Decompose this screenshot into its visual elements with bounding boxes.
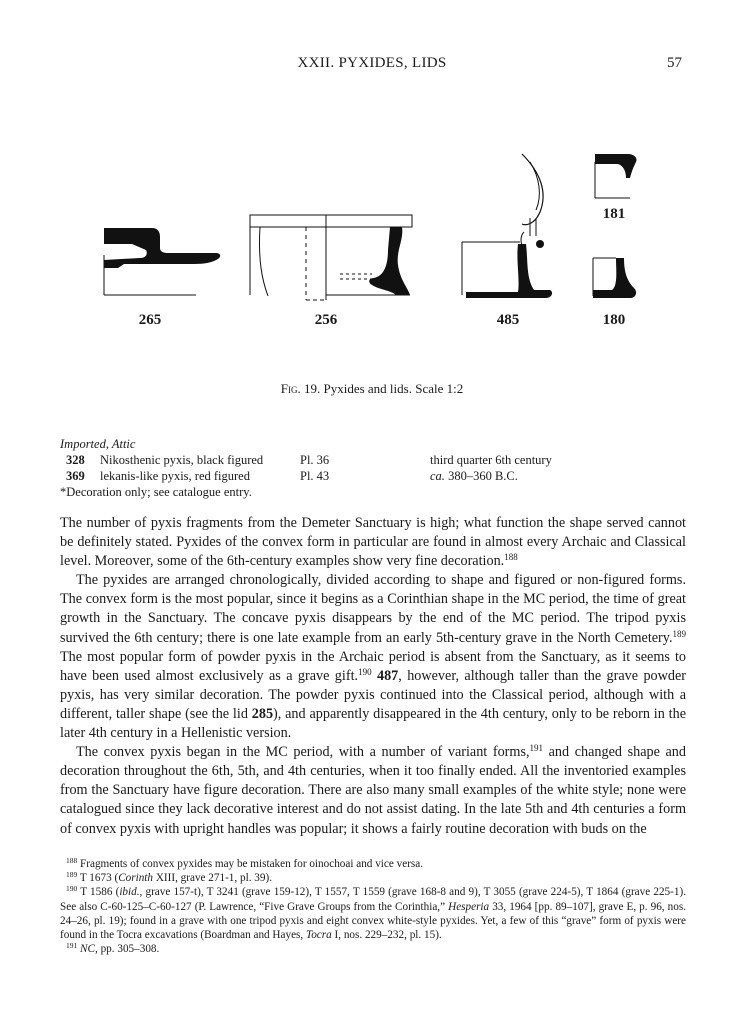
paragraph-text: , however, although taller than the grave powder pyxis, has very similar decoration. The powder pyxis continued into the Classical period, although with a different, taller shape (see the lid [60,667,687,722]
footnote-text: Fragments of convex pyxides may be mistaken for oinochoai and vice versa. [80,858,424,870]
profile-drawing-180 [593,258,636,298]
footnote-text: T 1673 ( [79,872,119,885]
figure-label-181: 181 [602,206,626,222]
paragraph-text: The pyxides are arranged chronologically, divided according to shape and figured or non-figured forms. The convex form is the most popular, since it begins as a Corinthian shape in the MC period, the time of great growth in the Sanctuary. The concave pyxis disappears by the end of the MC period. The tripod pyxis survived the 6th century; there is one late example from an early 5th-century grave in the North Cemetery. [60,572,686,646]
footnote-italic: Tocra [306,929,332,942]
footnote-ref: 188 [504,552,518,563]
paragraph-text: The number of pyxis fragments from the Demeter Sanctuary is high; what function the shape served cannot be definitely stated. Pyxides of the convex form in particular are found in almost every Archaic and Classical level. Moreover, some of the 6th-century examples show very fine decoration. [60,515,686,570]
footnote-text: I, nos. 229–232, pl. 15). [331,929,442,942]
footnote-italic: Corinth [118,872,154,885]
footnote-text: 33, 1964 [pp. 89–107], grave E, p. 96, nos. 24–26, pl. 19); found in a grave with one tripod pyxis and eight convex white-style pyxides. Yet, a few of this “grave” form of pyxis were found in the Tocra excavations (Boardman and Hayes, [60,900,686,942]
figure-caption-prefix: Fig. [280,381,301,396]
footnote-italic: ibid., [119,886,143,899]
table-row [60,452,700,468]
figure-label-180: 180 [602,312,626,328]
profile-drawing-181 [595,154,637,198]
figure-label-256: 256 [314,312,338,328]
footnote-ref: 189 [672,628,686,639]
footnote-190 [60,885,686,942]
running-header-title: XXII. PYXIDES, LIDS [297,55,447,71]
row-description: Nikosthenic pyxis, black figured [100,453,264,467]
footnote-text: pp. 305–308. [97,943,160,956]
body-text [60,514,686,839]
paragraph-3 [60,743,686,838]
footnote-number: 188 [66,856,78,865]
plate-reference: Pl. 36 [300,453,330,467]
footnote-number: 190 [66,884,78,894]
footnote-text: T 1586 ( [80,886,120,899]
paragraph-2 [60,571,686,743]
table-row [60,468,700,484]
date-range: third quarter 6th century [430,453,552,467]
catalogue-ref: 487 [376,667,399,684]
footnotes [60,857,686,956]
profile-drawing-256 [250,215,412,300]
page-number: 57 [667,55,682,71]
footnote-ref: 191 [529,743,544,754]
imported-attic-table [60,436,700,500]
footnote-number: 189 [66,870,78,880]
footnote-text: grave 157-t), T 3241 (grave 159-12), T 1557, T 1559 (grave 168-8 and 9), T 3055 (grave 224-5), T 1864 (grave 225-1). See also C-60-125–C-60-127 (P. Lawrence, “Five Grave Groups from the Corinthia,” [60,886,686,913]
catalogue-number: 328 [66,453,85,467]
table-heading: Imported, Attic [60,437,136,451]
figure-caption-text: 19. Pyxides and lids. Scale 1:2 [303,381,464,396]
profile-drawing-265 [104,228,220,295]
table-note: *Decoration only; see catalogue entry. [60,485,252,499]
catalogue-ref: 285 [251,705,274,722]
footnote-188 [60,857,686,871]
paragraph-1 [60,514,686,571]
footnote-ref: 190 [358,666,372,677]
footnote-191 [60,942,686,956]
paragraph-text: The most popular form of powder pyxis in the Archaic period is absent from the Sanctuary, as it seems to have been used almost exclusively as a grave gift. [60,648,686,684]
profile-drawing-485 [462,154,552,298]
catalogue-number: 369 [66,469,85,483]
plate-reference: Pl. 43 [300,469,330,483]
footnote-number: 191 [66,941,78,951]
row-description: lekanis-like pyxis, red figured [100,469,250,483]
figure-label-265: 265 [138,312,162,328]
pyxides-lids-figure [0,140,744,310]
date-range [430,468,518,484]
footnote-italic: Hesperia [448,900,490,913]
paragraph-text: and changed shape and decoration throughout the 6th, 5th, and 4th centuries, when it too finally ended. All the inventoried examples from the Sanctuary have figure decoration. There are also many small examples of the white style; none were catalogued since they lack decorative interest and do not assist dating. In the late 5th and 4th centuries a form of convex pyxis with upright handles was popular; it shows a fairly routine decoration with buds on the [60,744,686,837]
figure-caption [0,381,744,397]
footnote-text: XIII, grave 271-1, pl. 39). [153,872,273,885]
footnote-189 [60,871,686,885]
footnote-italic: NC, [80,943,98,956]
paragraph-text: The convex pyxis began in the MC period, with a number of variant forms, [76,744,530,761]
paragraph-text: ), and apparently disappeared in the 4th century, only to be reborn in the later 4th century in a Hellenistic version. [60,705,686,742]
date-prefix: ca. [430,469,445,483]
figure-label-485: 485 [496,312,520,328]
date-value: 380–360 B.C. [448,469,518,483]
